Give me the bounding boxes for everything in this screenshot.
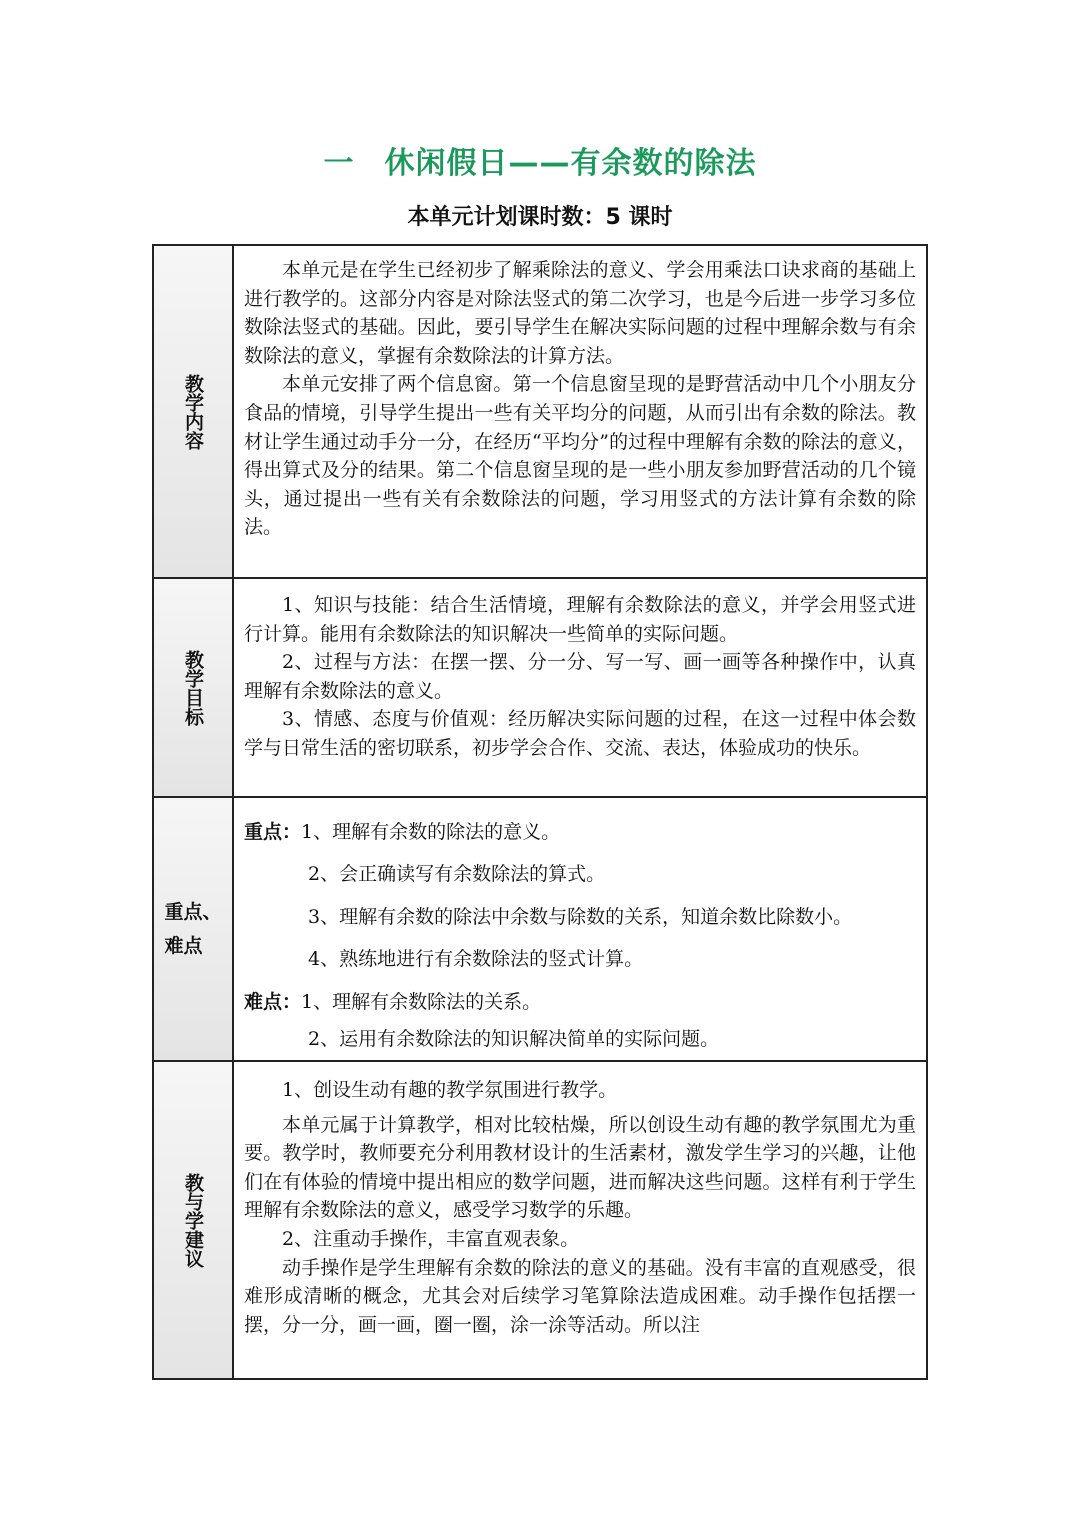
header-line: 难点 — [164, 935, 203, 957]
row-body — [234, 1062, 926, 1378]
paragraph: 2、过程与方法：在摆一摆、分一分、写一写、画一画等各种操作中，认真理解有余数除法的意义。 — [244, 651, 916, 702]
paragraph: 3、情感、态度与价值观：经历解决实际问题的过程，在这一过程中体会数学与日常生活的密切联系，初步学会合作、交流、表达，体验成功的快乐。 — [244, 708, 916, 759]
key-item: 1、理解有余数的除法的意义。 — [301, 821, 561, 843]
row-header — [154, 1062, 234, 1378]
row-body — [234, 798, 926, 1060]
paragraph: 本单元属于计算教学，相对比较枯燥，所以创设生动有趣的教学氛围尤为重要。教学时，教师要充分利用教材设计的生活素材，激发学生学习的兴趣，让他们在有体验的情境中提出相应的数学问题，进而解决这些问题。这样有利于学生理解有余数除法的意义，感受学习数学的乐趣。 — [244, 1113, 916, 1222]
key-item: 2、会正确读写有余数除法的算式。 — [308, 863, 606, 885]
header-teaching-content: 教学内容 — [182, 373, 204, 450]
title-number: 一 — [323, 146, 355, 181]
paragraph: 本单元是在学生已经初步了解乘除法的意义、学会用乘法口诀求商的基础上进行教学的。这部分内容是对除法竖式的第二次学习，也是今后进一步学习多位数除法竖式的基础。因此，要引导学生在解决实际问题的过程中理解余数与有余数除法的意义，掌握有余数除法的计算方法。 — [244, 259, 916, 367]
row-teaching-content — [154, 246, 926, 579]
lesson-hours: 本单元计划课时数：5 课时 — [407, 205, 673, 230]
document-title — [0, 138, 1080, 182]
paragraph: 2、注重动手操作，丰富直观表象。 — [282, 1227, 580, 1250]
difficult-item: 2、运用有余数除法的知识解决简单的实际问题。 — [308, 1028, 720, 1050]
paragraph: 动手操作是学生理解有余数的除法的意义的基础。没有丰富的直观感受，很难形成清晰的概念，尤其会对后续学习笔算除法造成困难。动手操作包括摆一摆，分一分，画一画，圈一圈，涂一涂等活动。所以注 — [244, 1256, 916, 1336]
difficult-label: 难点： — [244, 991, 302, 1013]
key-point-line — [244, 818, 916, 860]
header-key-difficult-points — [164, 895, 221, 963]
title-text: 休闲假日——有余数的除法 — [384, 146, 757, 181]
row-body — [234, 246, 926, 577]
row-header — [154, 246, 234, 577]
key-item: 4、熟练地进行有余数除法的竖式计算。 — [308, 948, 644, 970]
key-item: 3、理解有余数的除法中余数与除数的关系，知道余数比除数小。 — [308, 906, 853, 928]
row-header — [154, 579, 234, 796]
header-line: 重点、 — [164, 901, 222, 923]
key-label: 重点： — [244, 821, 302, 843]
row-key-difficult-points — [154, 798, 926, 1062]
paragraph: 1、创设生动有趣的教学氛围进行教学。 — [282, 1079, 618, 1101]
difficult-point-line — [244, 988, 916, 1025]
row-header — [154, 798, 234, 1060]
row-teaching-goals — [154, 579, 926, 798]
row-body — [234, 579, 926, 796]
paragraph: 1、知识与技能：结合生活情境，理解有余数除法的意义，并学会用竖式进行计算。能用有余数除法的知识解决一些简单的实际问题。 — [244, 594, 916, 645]
header-teaching-suggestions: 教与学建议 — [182, 1172, 204, 1268]
header-teaching-goals: 教学目标 — [182, 649, 204, 726]
difficult-item: 1、理解有余数除法的关系。 — [301, 991, 542, 1013]
paragraph: 本单元安排了两个信息窗。第一个信息窗呈现的是野营活动中几个小朋友分食品的情境，引导学生提出一些有关平均分的问题，从而引出有余数的除法。教材让学生通过动手分一分，在经历“平均分”的过程中理解有余数的除法的意义，得出算式及分的结果。第二个信息窗呈现的是一些小朋友参加野营活动的几个镜头，通过提出一些有关有余数除法的问题，学习用竖式的方法计算有余数的除法。 — [244, 373, 916, 539]
plan-table — [152, 244, 928, 1380]
row-teaching-suggestions — [154, 1062, 926, 1378]
